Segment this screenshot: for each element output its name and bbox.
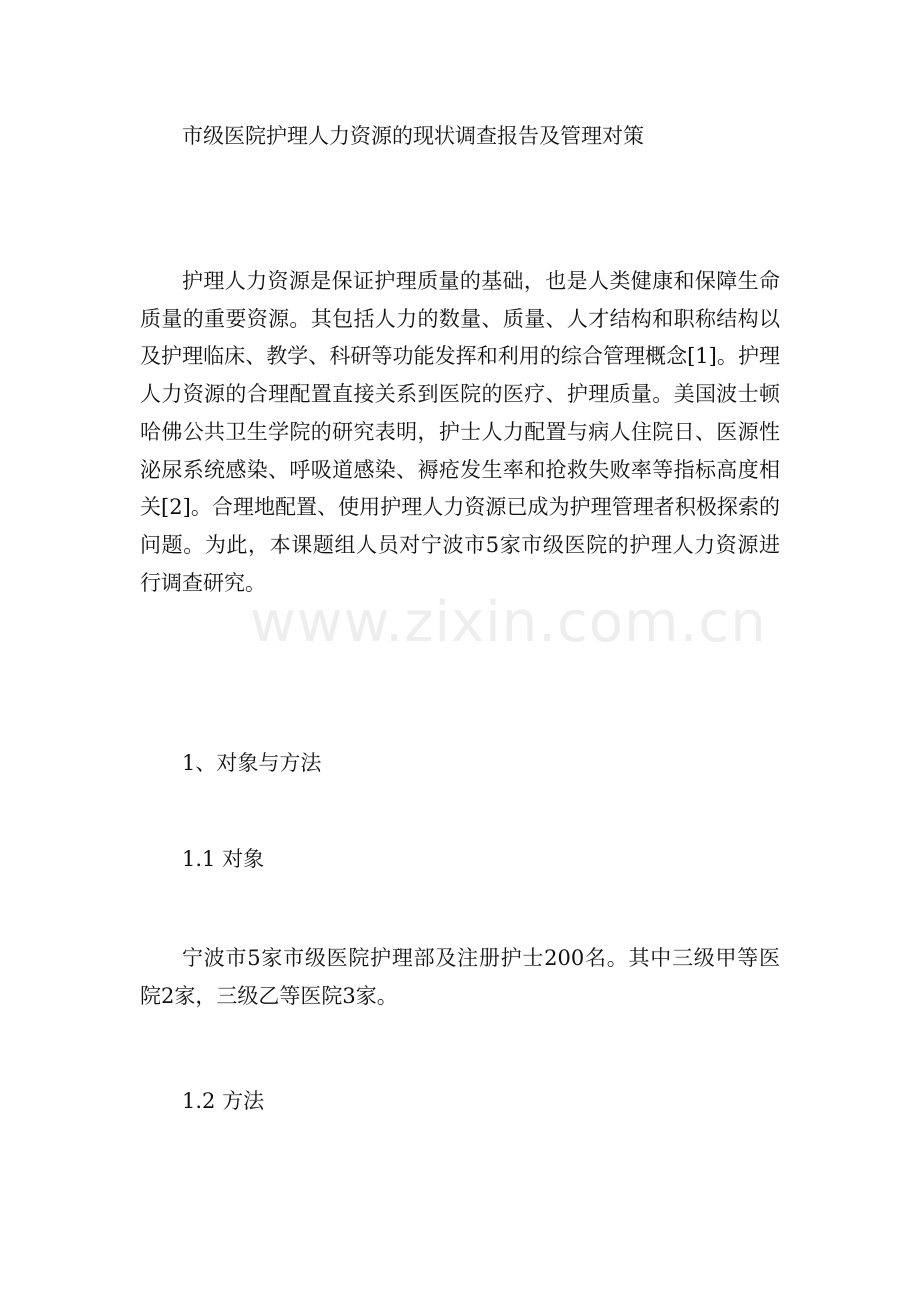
subsection-heading-methods: 1.2 方法 [182,1089,265,1113]
intro-paragraph: 护理人力资源是保证护理质量的基础，也是人类健康和保障生命质量的重要资源。其包括人力的数量、质量、人才结构和职称结构以及护理临床、教学、科研等功能发挥和利用的综合管理概念[1]。护理人力资源的合理配置直接关系到医院的医疗、护理质量。美国波士顿哈佛公共卫生学院的研究表明，护士人力配置与病人住院日、医源性泌尿系统感染、呼吸道感染、褥疮发生率和抢救失败率等指标高度相关[2]。合理地配置、使用护理人力资源已成为护理管理者积极探索的问题。为此，本课题组人员对宁波市5家市级医院的护理人力资源进行调查研究。 [140,269,780,595]
document-title: 市级医院护理人力资源的现状调查报告及管理对策 [182,124,644,148]
subsection-heading-objects: 1.1 对象 [182,847,265,871]
subjects-paragraph: 宁波市5家市级医院护理部及注册护士200名。其中三级甲等医院2家，三级乙等医院3家。 [140,946,780,1008]
watermark: www.zixin.com.cn [250,590,767,655]
section-heading-objects-methods: 1、对象与方法 [182,751,322,775]
